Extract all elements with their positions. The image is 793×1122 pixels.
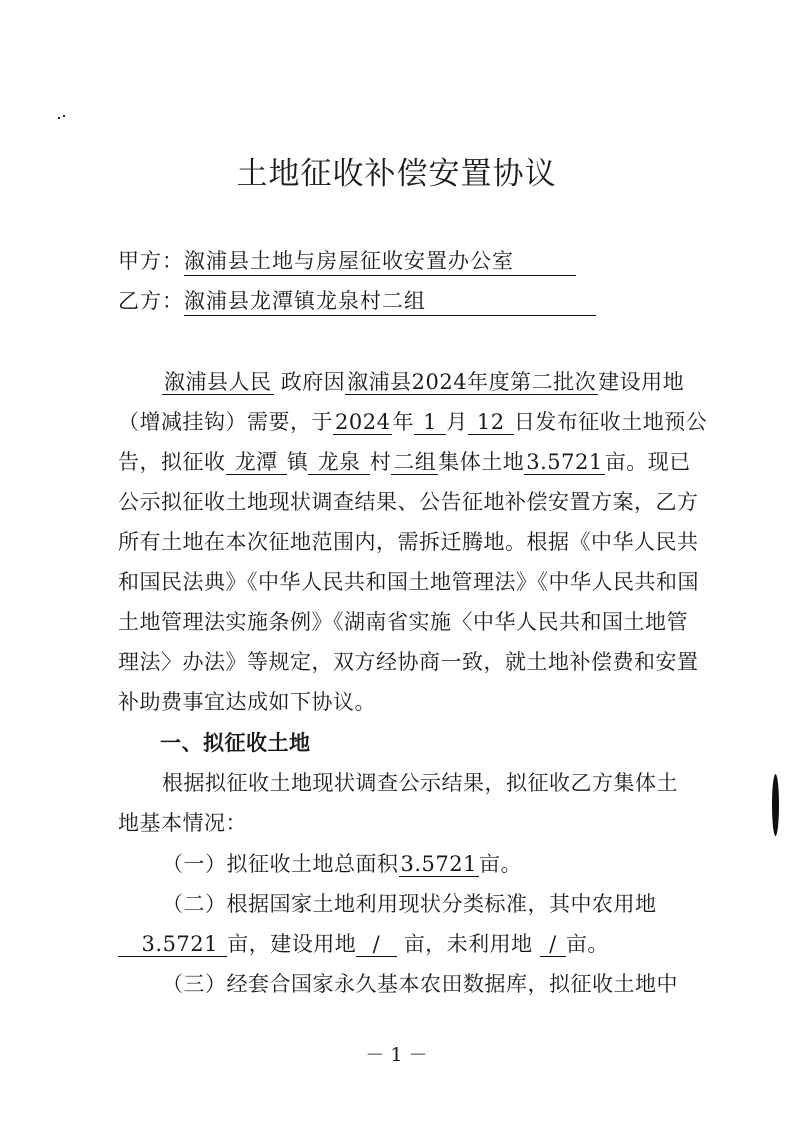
page-number: － 1 － (365, 1044, 428, 1066)
item-1-area: 3.5721 (400, 852, 477, 876)
item-2-line-2: 3.5721 亩，建设用地 / 亩，未利用地 / 亩。 (118, 928, 609, 958)
intro-area: 3.5721 (526, 450, 603, 474)
intro-line-1: 溆浦县人民 政府因溆浦县2024年度第二批次建设用地 (164, 370, 685, 394)
unused-area: / (540, 932, 566, 957)
intro-line-7: 土地管理法实施条例》《湖南省实施〈中华人民共和国土地管 (118, 610, 688, 634)
item-3-line-1: （三）经套合国家永久基本农田数据库，拟征收土地中 (162, 972, 678, 996)
party-b (118, 285, 596, 316)
intro-line-6: 和国民法典》《中华人民共和国土地管理法》《中华人民共和国 (118, 570, 699, 594)
item-2-line-1: （二）根据国家土地利用现状分类标准，其中农用地 (162, 892, 657, 916)
construction-area: / (356, 932, 396, 957)
intro-line-4: 公示拟征收土地现状调查结果、公告征地补偿安置方案，乙方 (118, 490, 699, 514)
notice-day: 12 (468, 410, 514, 435)
scan-edge-mark (772, 774, 779, 836)
town-name: 龙潭 (226, 450, 287, 475)
group-name: 二组 (393, 450, 437, 474)
village-name: 龙泉 (308, 450, 369, 475)
gov-name: 溆浦县人民 (164, 370, 272, 394)
party-a (118, 245, 576, 276)
intro-line-5: 所有土地在本次征地范围内，需拆迁腾地。根据《中华人民共 (118, 530, 699, 554)
item-1: （一）拟征收土地总面积3.5721亩。 (162, 852, 522, 876)
party-a-label: 甲方： (118, 249, 184, 273)
section-1-para-line-1: 根据拟征收土地现状调查公示结果，拟征收乙方集体土 (162, 771, 678, 795)
farmland-area: 3.5721 (118, 932, 227, 957)
section-1-para-line-2: 地基本情况： (118, 811, 247, 835)
batch-name: 溆浦县2024年度第二批次 (347, 370, 597, 394)
party-a-name: 溆浦县土地与房屋征收安置办公室 (184, 245, 576, 276)
scan-speck (63, 115, 65, 117)
notice-year: 2024 (335, 410, 391, 434)
intro-line-2: （增减挂钩）需要，于2024年 1 月 12 日发布征收土地预公 (118, 410, 708, 434)
party-b-label: 乙方： (118, 289, 184, 313)
section-1-heading: 一、拟征收土地 (160, 731, 311, 755)
notice-month: 1 (414, 410, 446, 435)
document-title: 土地征收补偿安置协议 (236, 156, 557, 192)
intro-line-8: 理法〉办法》等规定，双方经协商一致，就土地补偿费和安置 (118, 650, 699, 674)
scan-speck (58, 117, 60, 119)
intro-line-9: 补助费事宜达成如下协议。 (118, 690, 376, 714)
intro-line-3: 告，拟征收 龙潭 镇 龙泉 村二组集体土地3.5721亩。现已 (118, 450, 691, 474)
party-b-name: 溆浦县龙潭镇龙泉村二组 (184, 285, 596, 316)
